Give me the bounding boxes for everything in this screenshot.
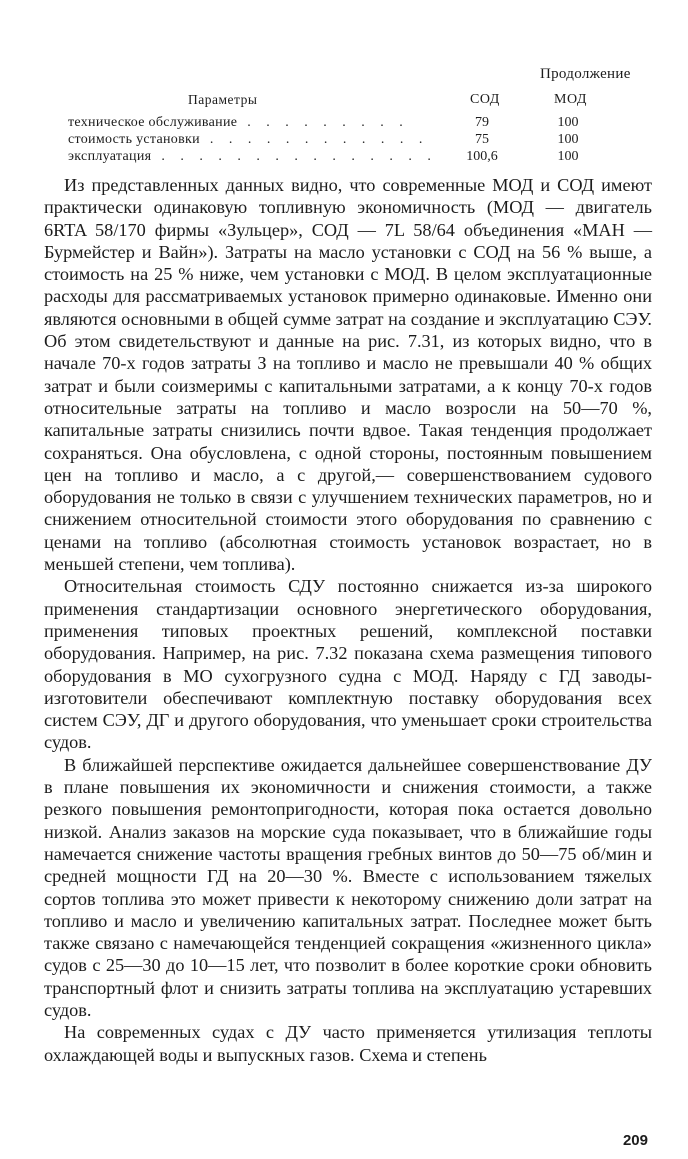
dot-leader: . . . . . . . . . . . . . . .	[161, 149, 437, 164]
dot-leader: . . . . . . . . .	[247, 115, 409, 130]
paragraph: На современных судах с ДУ часто применяется утилизация теплоты охлаждающей воды и выпускных газов. Схема и степень	[44, 1022, 652, 1065]
table-row	[60, 148, 620, 165]
body-text	[44, 174, 652, 1066]
table-row	[60, 131, 620, 148]
row-sod-value: 79	[475, 115, 489, 130]
row-sod-value: 100,6	[466, 149, 498, 164]
dot-leader: . . . . . . . . . . . .	[209, 132, 429, 147]
row-name: стоимость установки	[68, 132, 200, 147]
row-sod-value: 75	[475, 132, 489, 147]
page-number: 209	[622, 1132, 648, 1149]
header-sod: СОД	[470, 92, 500, 107]
parameters-table	[60, 92, 620, 165]
row-mod-value: 100	[557, 149, 579, 164]
header-parameters: Параметры	[188, 92, 258, 107]
row-mod-value: 100	[557, 132, 579, 147]
paragraph: Из представленных данных видно, что современные МОД и СОД имеют практически одинаковую топливную экономичность (МОД — двигатель 6RTA 58/170 фирмы «Зульцер», СОД — 7L 58/64 объединения «МАН — Бурмейстер и Вайн»). Затраты на масло установки с СОД на 56 % выше, а стоимость на 25 % ниже, чем установки с МОД. В целом эксплуатационные расходы для рассматриваемых установок примерно одинаковые. Именно они являются основными в общей сумме затрат на создание и эксплуатацию СЭУ. Об этом свидетельствуют и данные на рис. 7.31, из которых видно, что в начале 70-х годов затраты З на топливо и масло не превышали 40 % общих затрат и были соизмеримы с капитальными затратами, а к концу 70-х годов относительные затраты на топливо и масло возросли на 50—70 %, капитальные затраты снизились почти вдвое. Такая тенденция продолжает сохраняться. Она обусловлена, с одной стороны, постоянным повышением цен на топливо и масло, а с другой,— совершенствованием судового оборудования не только в связи с улучшением технических параметров, но и снижением относительной стоимости этого оборудования по сравнению с ценами на топливо (абсолютная стоимость установок возрастает, но в меньшей степени, чем топлива).	[44, 175, 652, 575]
continuation-label: Продолжение	[540, 66, 631, 82]
row-name: техническое обслуживание	[68, 115, 238, 130]
paragraph: В ближайшей перспективе ожидается дальнейшее совершенствование ДУ в плане повышения их экономичности и снижения стоимости, а также резкого повышения ремонтопригодности, которая пока остается довольно низкой. Анализ заказов на морские суда показывает, что в ближайшие годы намечается снижение частоты вращения гребных винтов до 50—75 об/мин и средней мощности ГД на 20—30 %. Вместе с использованием тяжелых сортов топлива это может привести к некоторому снижению доли затрат на топливо и масло и увеличению капитальных затрат. Последнее может быть также связано с намечающейся тенденцией сокращения «жизненного цикла» судов с 25—30 до 10—15 лет, что позволит в более короткие сроки обновить транспортный флот и снизить затраты топлива на эксплуатацию устаревших судов.	[44, 754, 652, 1020]
table-row	[60, 114, 620, 131]
row-mod-value: 100	[557, 115, 579, 130]
header-mod: МОД	[554, 92, 587, 107]
row-name: эксплуатация	[68, 149, 152, 164]
paragraph: Относительная стоимость СДУ постоянно снижается из-за широкого применения стандартизации основного энергетического оборудования, применения типовых проектных решений, комплексной поставки оборудования. Например, на рис. 7.32 показана схема размещения типового оборудования в МО сухогрузного судна с МОД. Наряду с ГД заводы-изготовители обеспечивают комплектную поставку оборудования всех систем СЭУ, ДГ и другого оборудования, что уменьшает сроки строительства судов.	[44, 576, 652, 753]
table-header	[60, 92, 620, 114]
